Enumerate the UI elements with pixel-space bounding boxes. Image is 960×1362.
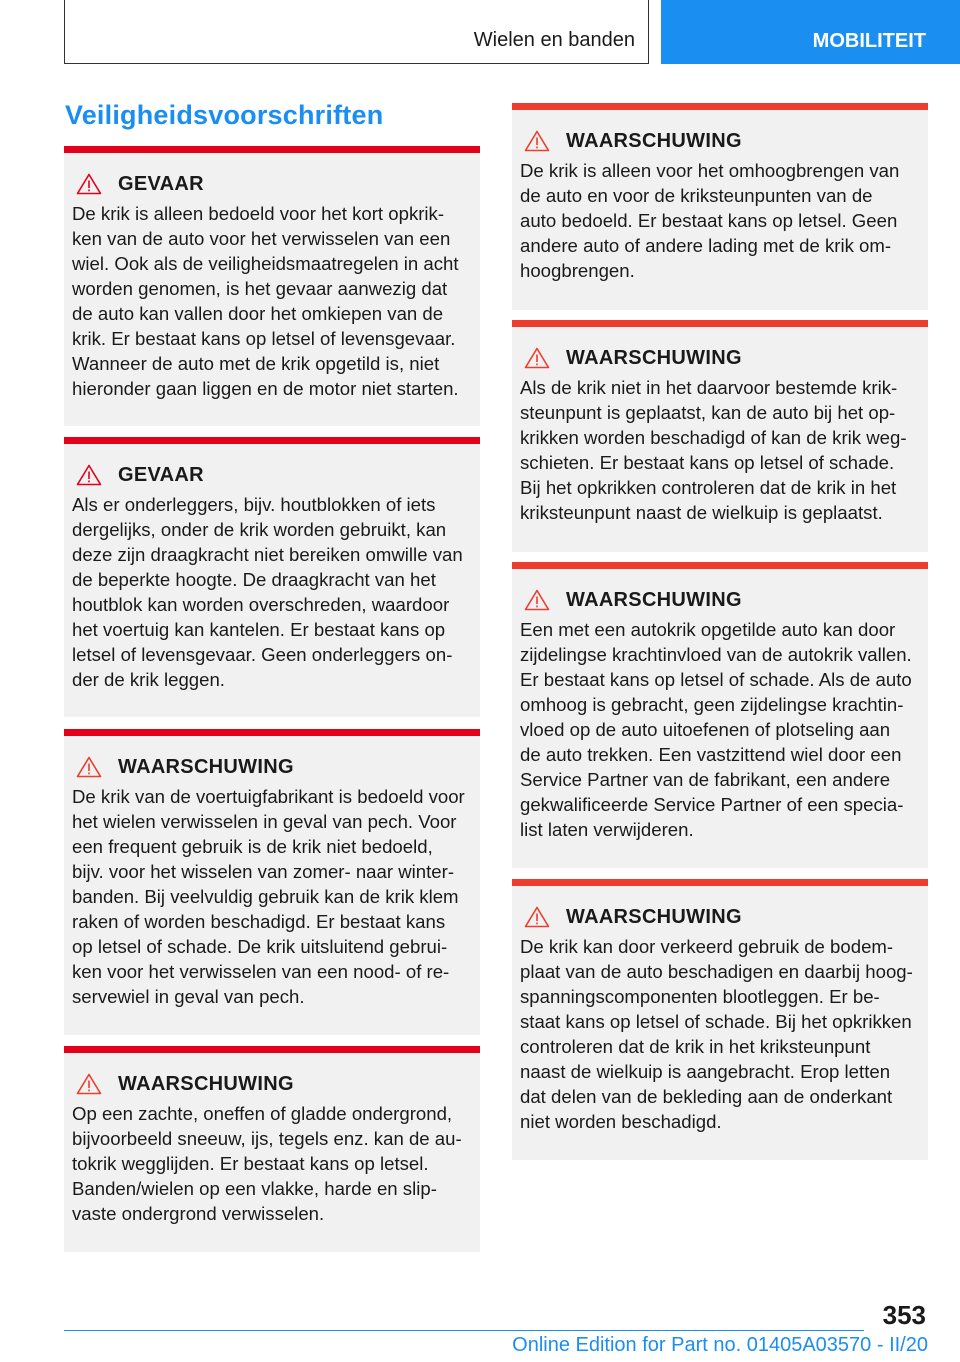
warning-notice	[64, 729, 480, 1035]
notice-label: WAARSCHUWING	[566, 129, 742, 152]
warning-notice	[512, 103, 928, 310]
footer-divider	[64, 1330, 864, 1331]
warning-triangle-icon	[524, 589, 550, 611]
edition-footer: Online Edition for Part no. 01405A03570 - II/20	[512, 1334, 928, 1356]
notice-label: WAARSCHUWING	[566, 346, 742, 369]
notice-text: De krik kan door verkeerd gebruik de bodem- plaat van de auto beschadigen en daarbij hoog- spanningscomponenten blootleggen. Er be- staat kans op letsel of schade. Bij het opkrikken controleren dat de krik in het kriksteunpunt naast de wielkuip is aangebracht. Erop letten dat delen van de bekleding aan de onderkant niet worden beschadigd.	[520, 936, 913, 1132]
notice-label: GEVAAR	[118, 463, 204, 486]
notice-text: Als er onderleggers, bijv. houtblokken of iets dergelijks, onder de krik worden gebruikt, kan deze zijn draagkracht niet bereiken omwille van de beperkte hoogte. De draagkracht van het houtblok kan worden overschreden, waardoor het voertuig kan kantelen. Er bestaat kans op letsel of levensgevaar. Geen onderleggers on- der de krik leggen.	[72, 494, 463, 690]
warning-notice	[512, 879, 928, 1160]
notice-text: Als de krik niet in het daarvoor bestemde krik- steunpunt is geplaatst, kan de auto bij het op- krikken worden beschadigd of kan de krik weg- schieten. Er bestaat kans op letsel of schade. Bij het opkrikken controleren dat de krik in het kriksteunpunt naast de wielkuip is geplaatst.	[520, 377, 907, 523]
warning-triangle-icon	[76, 1073, 102, 1095]
warning-triangle-icon	[524, 130, 550, 152]
notice-label: WAARSCHUWING	[566, 905, 742, 928]
section-title-label: MOBILITEIT	[812, 30, 926, 52]
notice-label: GEVAAR	[118, 172, 204, 195]
page-number: 353	[882, 1300, 926, 1330]
warning-triangle-icon	[524, 347, 550, 369]
notice-text: Op een zachte, oneffen of gladde ondergrond, bijvoorbeeld sneeuw, ijs, tegels enz. kan de au- tokrik wegglijden. Er bestaat kans op letsel. Banden/wielen op een vlakke, harde en slip- vaste ondergrond verwisselen.	[72, 1103, 462, 1224]
notice-label: WAARSCHUWING	[118, 755, 294, 778]
page-title: Veiligheidsvoorschriften	[65, 100, 384, 130]
warning-triangle-icon	[76, 464, 102, 486]
chapter-title: Wielen en banden	[473, 29, 635, 51]
danger-notice	[64, 437, 480, 717]
chapter-header	[64, 0, 649, 64]
notice-text: Een met een autokrik opgetilde auto kan door zijdelingse krachtinvloed van de autokrik vallen. Er bestaat kans op letsel of schade. Als de auto omhoog is gebracht, geen zijdelingse krachtin- vloed op de auto uitoefenen of plotseling aan de auto trekken. Een vastzittend wiel door een Service Partner van de fabrikant, een andere gekwalificeerde Service Partner of een specia- list laten verwijderen.	[520, 619, 912, 840]
notice-text: De krik is alleen voor het omhoogbrengen van de auto en voor de kriksteunpunten van de auto bedoeld. Er bestaat kans op letsel. Geen andere auto of andere lading met de krik om- hoogbrengen.	[520, 160, 900, 281]
notice-text: De krik is alleen bedoeld voor het kort opkrik- ken van de auto voor het verwisselen van een wiel. Ook als de veiligheidsmaatregelen in acht worden genomen, is het gevaar aanwezig dat de auto kan vallen door het omkiepen van de krik. Er bestaat kans op letsel of levensgevaar. Wanneer de auto met de krik opgetild is, niet hieronder gaan liggen en de motor niet starten.	[72, 203, 459, 399]
warning-notice	[64, 1046, 480, 1252]
warning-notice	[512, 562, 928, 868]
notice-label: WAARSCHUWING	[118, 1072, 294, 1095]
warning-triangle-icon	[76, 756, 102, 778]
section-tab	[661, 0, 960, 64]
notice-label: WAARSCHUWING	[566, 588, 742, 611]
danger-notice	[64, 146, 480, 426]
warning-triangle-icon	[524, 906, 550, 928]
warning-notice	[512, 320, 928, 552]
notice-text: De krik van de voertuigfabrikant is bedoeld voor het wielen verwisselen in geval van pech. Voor een frequent gebruik is de krik niet bedoeld, bijv. voor het wisselen van zomer- naar winter- banden. Bij veelvuldig gebruik kan de krik klem raken of worden beschadigd. Er bestaat kans op letsel of schade. De krik uitsluitend gebrui- ken voor het verwisselen van een nood- of re- servewiel in geval van pech.	[72, 786, 465, 1007]
warning-triangle-icon	[76, 173, 102, 195]
